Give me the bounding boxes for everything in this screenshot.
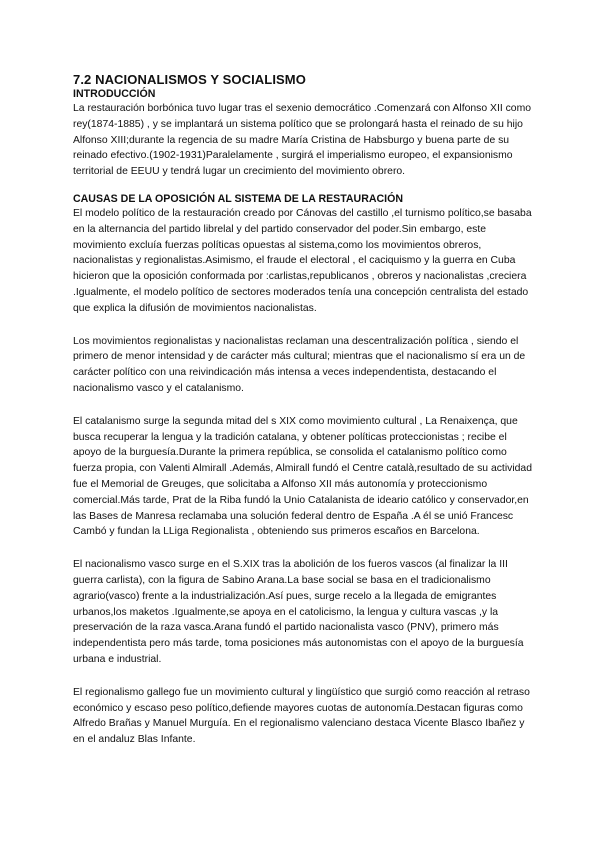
- document-title: 7.2 NACIONALISMOS Y SOCIALISMO: [73, 72, 306, 87]
- paragraph-nacionalismo-vasco: El nacionalismo vasco surge en el S.XIX tras la abolición de los fueros vascos (al finalizar la III guerra carlista), con la figura de Sabino Arana.La base social se basa en el tradicionalismo agrario(vasco) frente a la industrialización.Así pues, surge recelo a la llegada de emigrantes urbanos,los maketos .Igualmente,se apoya en el catolicismo, la lengua y cultura vascas ,y la preservación de la raza vasca.Arana fundó el partido nacionalista vasco (PNV), primero más independentista pero más tarde, toma posiciones más autonomistas con el apoyo de la burguesía urbana e industrial.: [73, 559, 524, 665]
- spacer: [73, 317, 533, 334]
- paragraph-introduccion: La restauración borbónica tuvo lugar tras el sexenio democrático .Comenzará con Alfonso XII como rey(1874-1885) , y se implantará un sistema político que se prolongará hasta el reinado de su hijo Alfonso XIII;durante la regencia de su madre María Cristina de Habsburgo y buena parte de su reinado efectivo.(1902-1931)Paralelamente , surgirá el imperialismo europeo, el expansionismo territorial de EEUU y tendrá lugar un crecimiento del movimiento obrero.: [73, 103, 532, 178]
- section-heading-introduccion: INTRODUCCIÓN: [73, 88, 156, 100]
- spacer: [73, 540, 533, 557]
- paragraph-movimientos-regionalistas: Los movimientos regionalistas y nacionalistas reclaman una descentralización política , siendo el primero de menor intensidad y de carácter más cultural; mientras que el nacionalismo sí era un de carácter político con una reivindicación más intensa a veces independentista, destacando el nacionalismo vasco y el catalanismo.: [73, 335, 526, 394]
- spacer: [73, 397, 533, 414]
- document-page: [73, 72, 533, 748]
- paragraph-regionalismo-gallego: El regionalismo gallego fue un movimiento cultural y lingüístico que surgió como reacción al retraso económico y escaso peso político,defiende mayores cuotas de autonomía.Destacan figuras como Alfredo Brañas y Manuel Murguía. En el regionalismo valenciano destaca Vicente Blasco Ibañez y en el andaluz Blas Infante.: [73, 686, 530, 746]
- spacer: [73, 668, 533, 685]
- spacer: [73, 180, 533, 192]
- paragraph-catalanismo: El catalanismo surge la segunda mitad del s XIX como movimiento cultural , La Renaixença, que busca recuperar la lengua y la tradición catalana, y obtener políticas proteccionistas ; recibe el apoyo de la burguesía.Durante la primera república, se consolida el catalanismo político como fuerza propia, con Valenti Almirall .Además, Almirall fundó el Centre català,resultado de su actividad fue el Memorial de Greuges, que solicitaba a Alfonso XII más autonomía y proteccionismo comercial.Más tarde, Prat de la Riba fundó la Unio Catalanista de ideario católico y conservador,en las Bases de Manresa reclamaba una solución federal dentro de España .A él se unió Francesc Cambó y fundan la LLiga Regionalista , obteniendo sus primeros escaños en Barcelona.: [73, 415, 532, 538]
- paragraph-modelo-politico: El modelo político de la restauración creado por Cánovas del castillo ,el turnismo político,se basaba en la alternancia del partido librelal y del partido conservador del poder.Sin embargo, este movimiento excluía fuerzas políticas opuestas al sistema,como los movimientos obreros, nacionalistas y regionalistas.Asimismo, el fraude el electoral , el caciquismo y la guerra en Cuba hicieron que la oposición conformada por :carlistas,republicanos , obreros y nacionalistas ,creciera .Igualmente, el modelo político de sectores moderados tenía una concepción centralista del estado que explica la difusión de movimientos nacionalistas.: [73, 207, 532, 314]
- section-heading-causas: CAUSAS DE LA OPOSICIÓN AL SISTEMA DE LA RESTAURACIÓN: [73, 192, 403, 205]
